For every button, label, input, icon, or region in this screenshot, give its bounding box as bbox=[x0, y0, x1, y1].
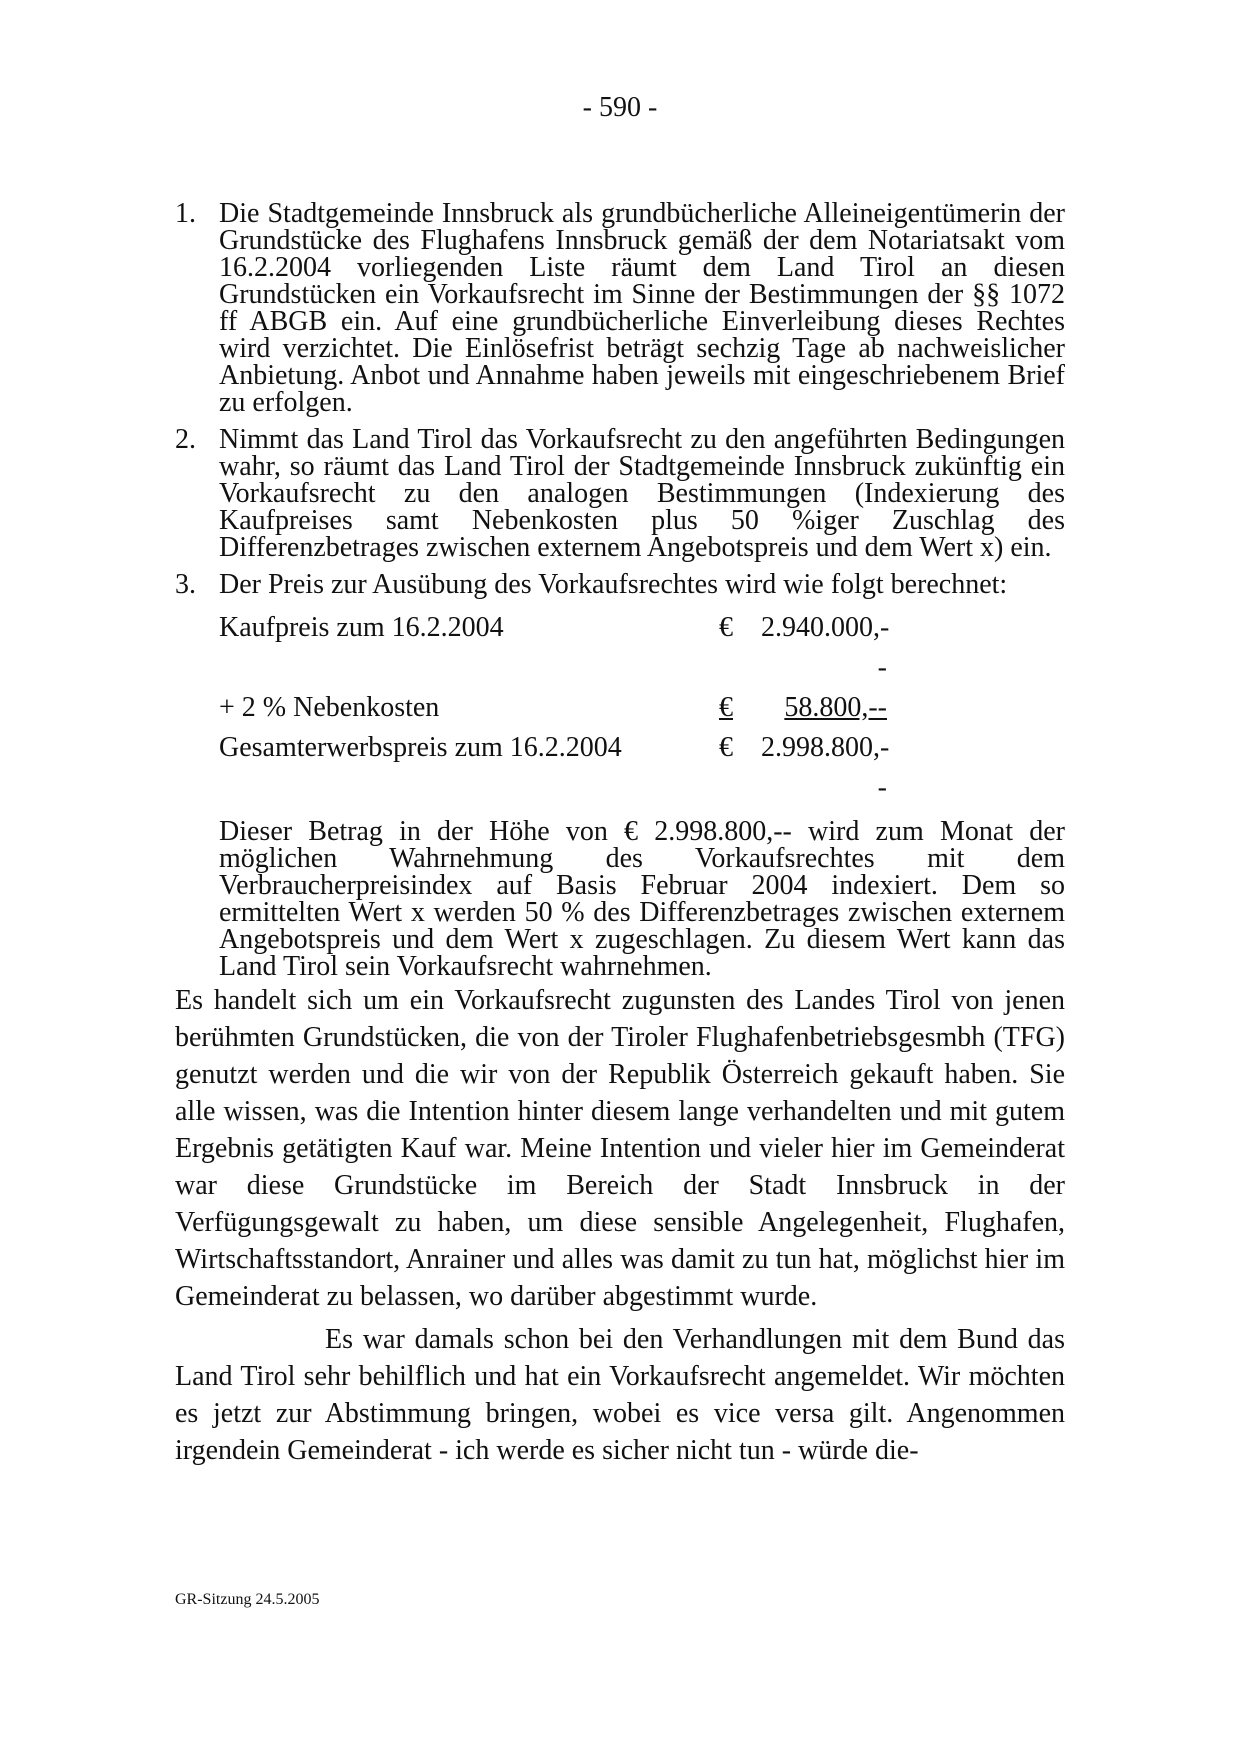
price-currency: € bbox=[719, 692, 733, 723]
price-label: Gesamterwerbspreis zum 16.2.2004 bbox=[219, 732, 622, 763]
price-amount: 2.940.000,-- bbox=[761, 612, 890, 683]
paragraph: Es handelt sich um ein Vorkaufsrecht zugunsten des Landes Tirol von jenen berühmten Grundstücken, die von der Tiroler Flughafenbetriebsgesmbh (TFG) genutzt werden und die wir von der Republik Österreich gekauft haben. Sie alle wissen, was die Intention hinter diesem lange verhandelten und mit gutem Ergebnis getätigten Kauf war. Meine Intention und vieler hier im Gemeinderat war diese Grundstücke im Bereich der Stadt Innsbruck in der Verfügungsgewalt zu haben, um diese sensible Angelegenheit, Flughafen, Wirtschaftsstandort, Anrainer und alles was damit zu tun hat, möglichst hier im Gemeinderat zu belassen, wo darüber abgestimmt wurde. bbox=[175, 985, 1065, 1312]
list-item-text: Der Preis zur Ausübung des Vorkaufsrechtes wird wie folgt berechnet: bbox=[219, 569, 1008, 600]
price-label: Kaufpreis zum 16.2.2004 bbox=[219, 612, 504, 643]
body-text bbox=[175, 982, 1065, 1475]
list-item-text: Nimmt das Land Tirol das Vorkaufsrecht zu den angeführten Bedingungen wahr, so räumt das Land Tirol der Stadtgemeinde Innsbruck zukünftig ein Vorkaufsrecht zu den analogen Bestimmungen (Indexierung des Kaufpreises samt Nebenkosten plus 50 %iger Zuschlag des Differenzbetrages zwischen externem Angebotspreis und dem Wert x) ein. bbox=[219, 424, 1065, 563]
list-item-number: 3. bbox=[175, 569, 196, 600]
page-number: - 590 - bbox=[582, 92, 658, 123]
list-item-text: Die Stadtgemeinde Innsbruck als grundbücherliche Alleineigentümerin der Grundstücke des Flughafens Innsbruck gemäß der dem Notariatsakt vom 16.2.2004 vorliegenden Liste räumt dem Land Tirol an diesen Grundstücken ein Vorkaufsrecht im Sinne der Bestimmungen der §§ 1072 ff ABGB ein. Auf eine grundbücherliche Einverleibung dieses Rechtes wird verzichtet. Die Einlösefrist beträgt sechzig Tage ab nachweislicher Anbietung. Anbot und Annahme haben jeweils mit eingeschriebenem Brief zu erfolgen. bbox=[219, 198, 1065, 418]
price-currency: € bbox=[719, 612, 733, 643]
list-item-followup-text: Dieser Betrag in der Höhe von € 2.998.800,-- wird zum Monat der möglichen Wahrnehmung des Vorkaufsrechtes mit dem Verbraucherpreisindex auf Basis Februar 2004 indexiert. Dem so ermittelten Wert x werden 50 % des Differenzbetrages zwischen externem Angebotspreis und dem Wert x zugeschlagen. Zu diesem Wert kann das Land Tirol sein Vorkaufsrecht wahrnehmen. bbox=[219, 816, 1065, 982]
price-row bbox=[219, 608, 1065, 688]
list-item-number: 2. bbox=[175, 424, 196, 455]
paragraph: Es war damals schon bei den Verhandlungen mit dem Bund das Land Tirol sehr behilflich und hat ein Vorkaufsrecht angemeldet. Wir möchten es jetzt zur Abstimmung bringen, wobei es vice versa gilt. Angenommen irgendein Gemeinderat - ich werde es sicher nicht tun - würde die- bbox=[175, 1324, 1065, 1466]
list-item bbox=[175, 571, 1065, 980]
price-table bbox=[219, 608, 1065, 808]
numbered-list bbox=[175, 200, 1065, 990]
list-item bbox=[175, 426, 1065, 561]
list-item bbox=[175, 200, 1065, 416]
price-row bbox=[219, 688, 1065, 728]
price-row bbox=[219, 728, 1065, 808]
price-amount: 2.998.800,-- bbox=[761, 732, 890, 803]
price-label: + 2 % Nebenkosten bbox=[219, 692, 440, 723]
price-currency: € bbox=[719, 732, 733, 763]
footer: GR-Sitzung 24.5.2005 bbox=[175, 1591, 320, 1608]
price-amount: 58.800,-- bbox=[784, 692, 887, 723]
list-item-number: 1. bbox=[175, 198, 196, 229]
